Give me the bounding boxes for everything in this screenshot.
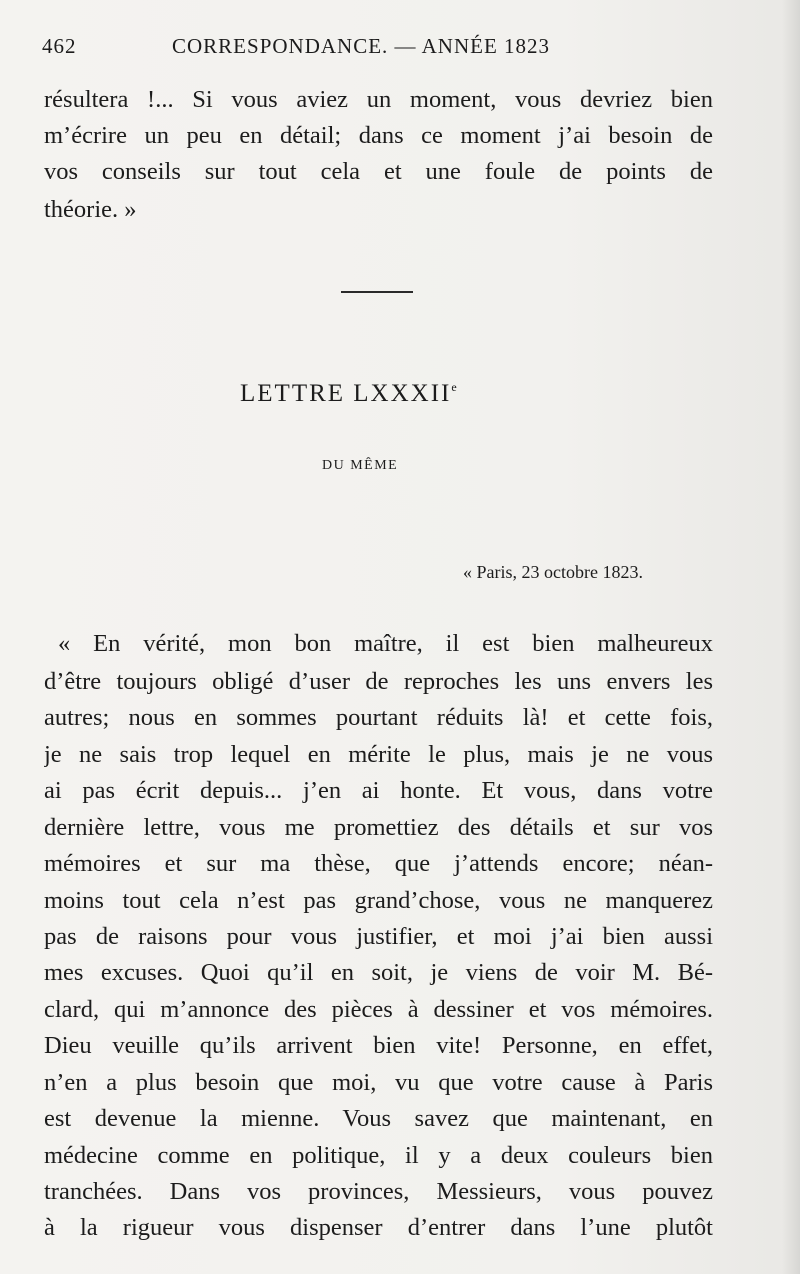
text-line: pas de raisons pour vous justifier, et moi j’ai bien aussi — [44, 923, 713, 950]
text-line: tranchées. Dans vos provinces, Messieurs, vous pouvez — [44, 1178, 713, 1205]
letter-title — [240, 380, 570, 408]
page-edge-shadow — [782, 0, 800, 1274]
text-line: mes excuses. Quoi qu’il en soit, je viens de voir M. Bé- — [44, 959, 713, 986]
letter-dateline: « Paris, 23 octobre 1823. — [463, 562, 643, 582]
text-line: d’être toujours obligé d’user de reproches les uns envers les — [44, 668, 713, 695]
text-line: ai pas écrit depuis... j’en ai honte. Et vous, dans votre — [44, 777, 713, 804]
text-line: est devenue la mienne. Vous savez que maintenant, en — [44, 1105, 713, 1132]
text-line: m’écrire un peu en détail; dans ce moment j’ai besoin de — [44, 122, 713, 149]
running-title: CORRESPONDANCE. — ANNÉE 1823 — [172, 34, 551, 58]
text-line: clard, qui m’annonce des pièces à dessiner et vos mémoires. — [44, 996, 713, 1023]
text-line: moins tout cela n’est pas grand’chose, vous ne manquerez — [44, 887, 713, 914]
text-line: autres; nous en sommes pourtant réduits là! et cette fois, — [44, 704, 713, 731]
text-line: à la rigueur vous dispenser d’entrer dans l’une plutôt — [44, 1214, 713, 1241]
text-line: mémoires et sur ma thèse, que j’attends encore; néan- — [44, 850, 713, 877]
text-line: je ne sais trop lequel en mérite le plus, mais je ne vous — [44, 741, 713, 768]
text-line: vos conseils sur tout cela et une foule de points de — [44, 158, 713, 185]
text-line: résultera !... Si vous aviez un moment, vous devriez bien — [44, 86, 713, 113]
letter-from: DU MÊME — [322, 458, 399, 473]
text-line: Dieu veuille qu’ils arrivent bien vite! Personne, en effet, — [44, 1032, 713, 1059]
text-line: médecine comme en politique, il y a deux couleurs bien — [44, 1142, 713, 1169]
page-number: 462 — [42, 34, 77, 58]
letter-title-suffix: e — [451, 380, 457, 394]
text-line: n’en a plus besoin que moi, vu que votre cause à Paris — [44, 1069, 713, 1096]
section-divider — [341, 291, 413, 293]
page-header — [42, 34, 762, 64]
text-line: théorie. » — [44, 196, 137, 223]
text-line: dernière lettre, vous me promettiez des détails et sur vos — [44, 814, 713, 841]
text-line: « En vérité, mon bon maître, il est bien malheureux — [58, 630, 713, 657]
letter-title-text: LETTRE LXXXII — [240, 380, 452, 407]
